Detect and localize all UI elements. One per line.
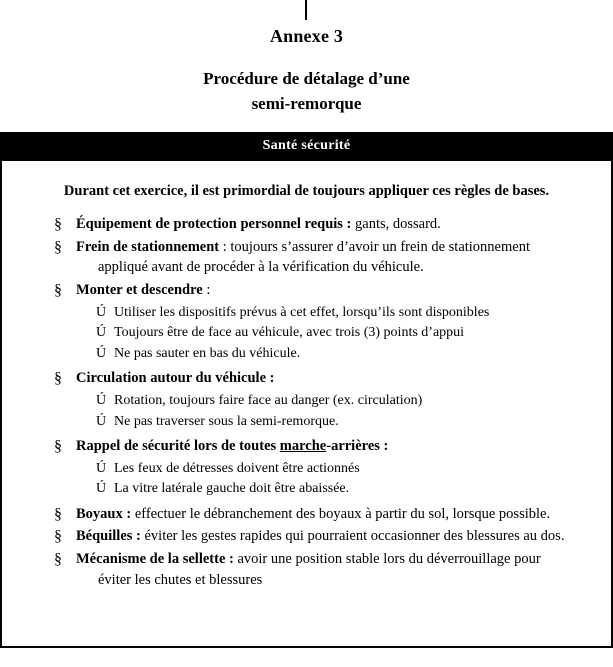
bullet-marker: § [54,370,62,388]
bullet-marker: § [54,438,62,456]
list-item-continuation: appliqué avant de procéder à la vérification du véhicule. [98,259,424,276]
list-item-text: gants, dossard. [351,216,441,233]
sub-list-item [54,412,593,432]
sub-list-item-text: La vitre latérale gauche doit être abaissée. [114,481,350,497]
list-item-text: avoir une position stable lors du déverrouillage pour [233,551,541,568]
list-item [54,368,593,389]
sub-list-item [54,303,593,323]
bullet-marker: § [54,528,62,546]
bullet-marker: § [54,551,62,569]
list-item [54,549,593,590]
list-item-text: : [202,282,211,299]
list-item-lead-underlined: marche [279,438,327,455]
list-item-lead-post: -arrières : [326,438,389,455]
list-item-lead-pre: Rappel de sécurité lors de toutes [76,438,280,455]
list-item [54,214,593,235]
list-item [54,504,593,525]
bullet-marker: § [54,238,62,256]
safety-rules-list [2,214,611,590]
bullet-marker: § [54,216,62,234]
list-item-lead: Béquilles : [76,528,141,545]
sub-list-item [54,323,593,343]
bullet-marker: § [54,282,62,300]
sub-bullet-marker: Ú [96,460,107,476]
sub-list-item-text: Ne pas traverser sous la semi-remorque. [114,413,339,429]
list-item-lead: Frein de stationnement [76,238,220,255]
document-title-line-2: semi-remorque [251,93,362,113]
sub-list-item-text: Rotation, toujours faire face au danger (ex. circulation) [114,392,423,408]
sub-list-item [54,459,593,479]
sub-list-item [54,479,593,499]
sub-list-item [54,391,593,411]
annex-title: Annexe 3 [269,26,344,46]
list-item-lead: Mécanisme de la sellette : [76,551,234,568]
list-item-lead: Équipement de protection personnel requis : [76,216,352,233]
section-banner: Santé sécurité [0,132,613,161]
sub-bullet-marker: Ú [96,325,107,341]
sub-list-item-text: Ne pas sauter en bas du véhicule. [114,345,301,361]
sub-bullet-marker: Ú [96,304,107,320]
sub-bullet-marker: Ú [96,345,107,361]
sub-bullet-marker: Ú [96,481,107,497]
list-item-text: : toujours s’assurer d’avoir un frein de stationnement [219,238,530,255]
sub-list-item-text: Utiliser les dispositifs prévus à cet effet, lorsqu’ils sont disponibles [114,304,490,320]
sub-bullet-marker: Ú [96,392,107,408]
sub-list-item-text: Les feux de détresses doivent être actionnés [114,460,360,476]
list-item-lead: Circulation autour du véhicule : [76,370,275,387]
list-item-text: effectuer le débranchement des boyaux à partir du sol, lorsque possible. [131,505,551,522]
list-item [54,436,593,457]
list-item [54,280,593,301]
list-item-lead: Monter et descendre [76,282,203,299]
intro-text: Durant cet exercice, il est primordial de toujours appliquer ces règles de bases. [63,183,550,200]
page-top-marker [305,0,307,20]
bullet-marker: § [54,505,62,523]
content-frame [0,161,613,648]
list-item-text: éviter les gestes rapides qui pourraient occasionner des blessures au dos. [140,528,565,545]
document-title [0,67,613,116]
list-item [54,526,593,547]
document-title-line-1: Procédure de détalage d’une [203,69,410,88]
sub-bullet-marker: Ú [96,413,107,429]
list-item [54,237,593,278]
list-item-lead: Boyaux : [76,505,132,522]
sub-list-item-text: Toujours être de face au véhicule, avec trois (3) points d’appui [114,325,465,341]
list-item-lead [76,438,388,454]
sub-list-item [54,344,593,364]
list-item-continuation: éviter les chutes et blessures [98,571,263,588]
